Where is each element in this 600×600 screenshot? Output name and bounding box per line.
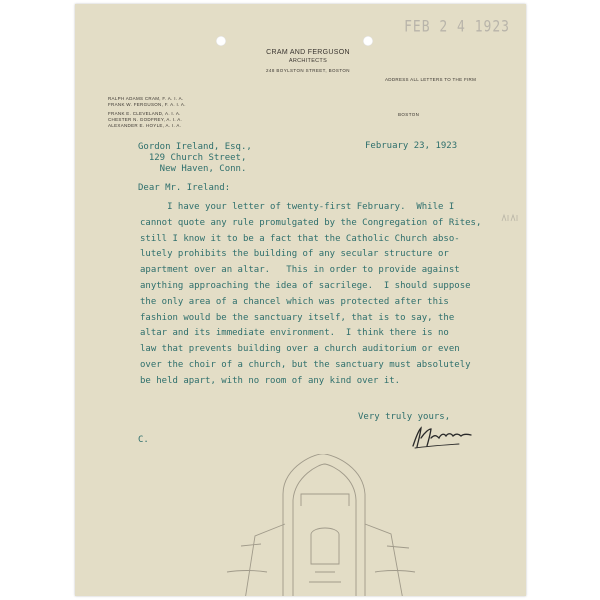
letter-body	[140, 200, 481, 390]
partner-name: CHESTER N. GODFREY, A. I. A.	[108, 117, 183, 123]
firm-subtitle: ARCHITECTS	[288, 57, 328, 64]
letter-date: February 23, 1923	[365, 141, 458, 151]
letterhead-city: BOSTON	[398, 112, 420, 117]
margin-pencil-mark	[500, 213, 520, 223]
body-line: law that prevents building over a church auditorium or even	[140, 344, 460, 355]
typist-initial: C.	[138, 435, 149, 445]
partner-name: FRANK W. FERGUSON, F. A. I. A.	[108, 102, 186, 108]
punch-hole-left	[216, 36, 226, 46]
body-line: the only area of a chancel which was protected after this	[140, 296, 449, 307]
partners-list	[108, 96, 186, 129]
body-line: I have your letter of twenty-first February. While I	[140, 202, 455, 212]
recipient-address	[138, 142, 252, 175]
body-line: apartment over an altar. This in order to provide against	[140, 265, 460, 276]
body-line: over the choir of a church, but the sanctuary must absolutely	[140, 359, 471, 370]
body-line: cannot quote any rule promulgated by the Congregation of Rites,	[140, 217, 482, 228]
firm-address: 248 BOYLSTON STREET, BOSTON	[266, 67, 350, 73]
partner-name: ALEXANDER E. HOYLE, A. I. A.	[108, 123, 182, 129]
body-line: anything approaching the idea of sacrilege. I should suppose	[140, 280, 471, 291]
partner-name: FRANK E. CLEVELAND, A. I. A.	[108, 111, 181, 117]
punch-hole-right	[363, 36, 373, 46]
firm-name: CRAM AND FERGUSON	[266, 49, 350, 56]
letterhead	[253, 49, 363, 73]
partner-name: RALPH ADAMS CRAM, F. A. I. A.	[108, 96, 184, 101]
body-line: lutely prohibits the building of any secular structure or	[140, 249, 449, 260]
salutation: Dear Mr. Ireland:	[138, 183, 231, 193]
signature	[409, 424, 477, 450]
pencil-sketch	[215, 454, 425, 596]
body-line: still I know it to be a fact that the Catholic Church abso-	[140, 233, 460, 244]
recipient-line: 129 Church Street,	[138, 153, 247, 163]
recipient-line: Gordon Ireland, Esq.,	[138, 142, 252, 152]
body-line: be held apart, with no room of any kind over it.	[140, 375, 401, 386]
address-note: ADDRESS ALL LETTERS TO THE FIRM	[385, 77, 477, 82]
recipient-line: New Haven, Conn.	[138, 164, 247, 174]
closing: Very truly yours,	[358, 412, 451, 422]
body-line: altar and its immediate environment. I think there is no	[140, 328, 449, 339]
received-date-stamp: FEB 2 4 1923	[404, 18, 510, 37]
body-line: fashion would be the sanctuary itself, that is to say, the	[140, 312, 455, 323]
letter-sheet	[75, 4, 526, 596]
